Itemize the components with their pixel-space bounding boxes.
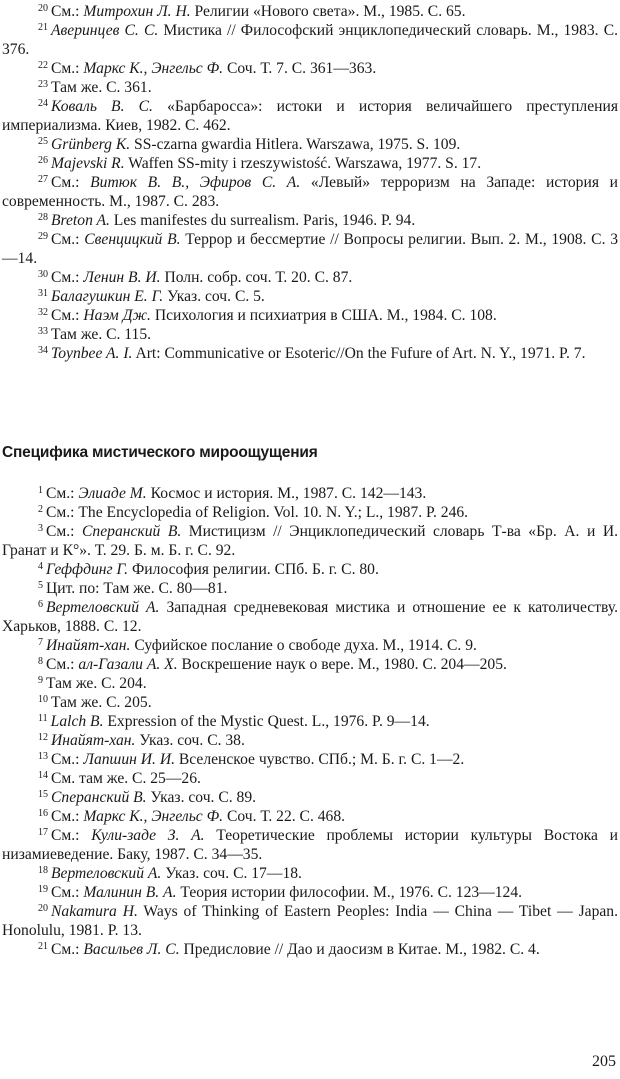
footnote bbox=[2, 21, 618, 59]
footnote-number: 20 bbox=[38, 3, 48, 14]
footnote bbox=[2, 135, 618, 154]
footnote-number: 14 bbox=[38, 770, 48, 781]
section-heading: Специфика мистического мироощущения bbox=[2, 444, 318, 461]
footnote bbox=[2, 78, 618, 97]
footnote bbox=[2, 940, 618, 959]
footnote-number: 16 bbox=[38, 808, 48, 819]
footnote-number: 4 bbox=[38, 561, 43, 572]
footnote-author: Lalch B. bbox=[50, 713, 104, 730]
footnote bbox=[2, 230, 618, 268]
footnote-text: Предисловие // Дао и даосизм в Китае. М., 1982. С. 4. bbox=[179, 941, 540, 958]
footnote-number: 20 bbox=[38, 903, 48, 914]
footnote-number: 27 bbox=[38, 174, 48, 185]
footnote-number: 13 bbox=[38, 751, 48, 762]
footnote-text: «Барбаросса»: истоки и история величайшего преступления империализма. Киев, 1982. С. 462. bbox=[2, 98, 618, 134]
footnote-number: 22 bbox=[38, 60, 48, 71]
footnote bbox=[2, 598, 618, 636]
footnote-number: 23 bbox=[38, 79, 48, 90]
footnote bbox=[2, 268, 618, 287]
footnote-text: Art: Communicative or Esoteric//On the Fufure of Art. N. Y., 1971. P. 7. bbox=[132, 345, 586, 362]
footnote-text: См.: bbox=[51, 60, 84, 77]
footnote-number: 26 bbox=[38, 155, 48, 166]
footnote bbox=[2, 636, 618, 655]
footnote-author: Сперанский В. bbox=[51, 789, 147, 806]
footnote-number: 21 bbox=[38, 22, 48, 33]
footnote-text: Террор и бессмертие // Вопросы религии. Вып. 2. М., 1908. С. 3—14. bbox=[2, 231, 618, 267]
footnote bbox=[2, 2, 618, 21]
footnote bbox=[2, 788, 618, 807]
footnote bbox=[2, 902, 618, 940]
footnote-number: 9 bbox=[38, 675, 43, 686]
footnote bbox=[2, 769, 618, 788]
footnote bbox=[2, 344, 618, 363]
footnote-text: Теория истории философии. М., 1976. С. 123—124. bbox=[176, 884, 523, 901]
footnotes-top-block bbox=[2, 2, 618, 363]
footnote-text: См.: bbox=[46, 656, 79, 673]
footnote-author: Сперанский В. bbox=[82, 523, 182, 540]
footnote-text: Полн. собр. соч. Т. 20. С. 87. bbox=[160, 269, 353, 286]
footnote-text: См.: bbox=[51, 307, 84, 324]
footnote-author: Аверинцев С. С. bbox=[51, 22, 159, 39]
footnote-text: Вселенское чувство. СПб.; М. Б. г. С. 1—2. bbox=[174, 751, 465, 768]
footnote-author: Nakamura H. bbox=[51, 903, 138, 920]
footnote-number: 31 bbox=[38, 288, 48, 299]
footnote-number: 5 bbox=[38, 580, 43, 591]
footnote-text: См.: bbox=[51, 808, 84, 825]
footnote-number: 15 bbox=[38, 789, 48, 800]
footnote-author: Геффдинг Г. bbox=[46, 561, 129, 578]
footnote-text: См.: bbox=[51, 827, 92, 844]
footnote-author: Breton A. bbox=[51, 212, 110, 229]
footnote bbox=[2, 693, 618, 712]
footnote-text: Указ. соч. С. 38. bbox=[135, 732, 245, 749]
footnote bbox=[2, 579, 618, 598]
footnote-number: 17 bbox=[38, 827, 48, 838]
footnote bbox=[2, 655, 618, 674]
footnote-text: Expression of the Mystic Quest. L., 1976. P. 9—14. bbox=[103, 713, 430, 730]
footnote-text: Западная средневековая мистика и отношение ее к католичеству. Харьков, 1888. С. 12. bbox=[2, 599, 618, 635]
footnote-number: 29 bbox=[38, 231, 48, 242]
footnote-text: Там же. С. 205. bbox=[51, 694, 152, 711]
footnote-number: 32 bbox=[38, 307, 48, 318]
footnote-text: См.: bbox=[46, 523, 83, 540]
footnote-number: 11 bbox=[38, 713, 48, 724]
footnote-author: Митрохин Л. Н. bbox=[83, 3, 191, 20]
footnote bbox=[2, 484, 618, 503]
footnote-text: Мистицизм // Энциклопедический словарь Т-ва «Бр. А. и И. Гранат и К°». Т. 29. Б. м. Б. г. С. 92. bbox=[2, 523, 618, 559]
footnote-text: См.: bbox=[51, 231, 85, 248]
footnote-author: Коваль В. С. bbox=[51, 98, 153, 115]
footnote-text: Соч. Т. 7. С. 361—363. bbox=[223, 60, 377, 77]
footnote bbox=[2, 154, 618, 173]
footnote-author: Маркс К., Энгельс Ф. bbox=[83, 808, 224, 825]
footnote bbox=[2, 712, 618, 731]
footnote-text: См.: bbox=[51, 884, 84, 901]
footnote-author: Наэм Дж. bbox=[83, 307, 151, 324]
footnote-text: Les manifestes du surrealism. Paris, 1946. P. 94. bbox=[109, 212, 416, 229]
footnote-text: Указ. соч. С. 5. bbox=[163, 288, 265, 305]
footnote-author: Кули-заде З. А. bbox=[91, 827, 205, 844]
footnote-text: Космос и история. М., 1987. С. 142—143. bbox=[146, 485, 427, 502]
footnote-text: Соч. Т. 22. С. 468. bbox=[223, 808, 346, 825]
page-number: 205 bbox=[592, 1053, 616, 1070]
footnote-text: См.: bbox=[51, 3, 84, 20]
footnote-text: Психология и психиатрия в США. М., 1984. С. 108. bbox=[150, 307, 497, 324]
footnote-text: Там же. С. 204. bbox=[46, 675, 147, 692]
footnote bbox=[2, 864, 618, 883]
footnote-text: См.: bbox=[51, 941, 84, 958]
footnote-text: Религии «Нового света». М., 1985. С. 65. bbox=[190, 3, 466, 20]
footnote-author: Инайят-хан. bbox=[51, 732, 136, 749]
footnote bbox=[2, 883, 618, 902]
footnote-number: 3 bbox=[38, 523, 43, 534]
footnote bbox=[2, 59, 618, 78]
footnote-text: Waffen SS-mity i rzeszywistość. Warszawa, 1977. S. 17. bbox=[124, 155, 482, 172]
footnote-author: Инайят-хан. bbox=[46, 637, 131, 654]
footnote bbox=[2, 287, 618, 306]
footnote-text: Там же. С. 361. bbox=[51, 79, 152, 96]
footnote-number: 30 bbox=[38, 269, 48, 280]
footnote bbox=[2, 522, 618, 560]
footnote-text: См.: bbox=[51, 751, 84, 768]
footnote-author: Majevski R. bbox=[51, 155, 125, 172]
footnote bbox=[2, 807, 618, 826]
footnote bbox=[2, 325, 618, 344]
footnote-author: Элиаде М. bbox=[78, 485, 147, 502]
footnote-number: 6 bbox=[38, 599, 43, 610]
footnote-author: Вертеловский А. bbox=[46, 599, 160, 616]
footnote bbox=[2, 173, 618, 211]
footnote-text: См.: bbox=[51, 269, 84, 286]
footnote bbox=[2, 674, 618, 693]
footnote-author: Маркс К., Энгельс Ф. bbox=[83, 60, 224, 77]
footnote bbox=[2, 826, 618, 864]
footnote-number: 18 bbox=[38, 865, 48, 876]
footnote bbox=[2, 306, 618, 325]
footnote-number: 2 bbox=[38, 504, 43, 515]
footnote-text: Философия религии. СПб. Б. г. С. 80. bbox=[128, 561, 379, 578]
footnote-author: Балагушкин Е. Г. bbox=[51, 288, 164, 305]
footnote-number: 34 bbox=[38, 345, 48, 356]
footnote-text: Теоретические проблемы истории культуры Востока и низамиеведение. Баку, 1987. С. 34—35. bbox=[2, 827, 618, 863]
footnote-text: «Левый» терроризм на Западе: история и современность. М., 1987. С. 283. bbox=[2, 174, 618, 210]
footnote-text: Ways of Thinking of Eastern Peoples: India — China — Tibet — Japan. Honolulu, 1981. P. 13. bbox=[2, 903, 618, 939]
footnote bbox=[2, 731, 618, 750]
footnote-author: Toynbee A. I. bbox=[51, 345, 133, 362]
footnote-number: 8 bbox=[38, 656, 43, 667]
footnote-text: Там же. С. 115. bbox=[51, 326, 152, 343]
footnote bbox=[2, 97, 618, 135]
footnote-number: 1 bbox=[38, 485, 43, 496]
footnote-number: 19 bbox=[38, 884, 48, 895]
footnote-text: Цит. по: Там же. С. 80—81. bbox=[46, 580, 228, 597]
footnote-number: 7 bbox=[38, 637, 43, 648]
footnote bbox=[2, 750, 618, 769]
footnote-text: См.: The Encyclopedia of Religion. Vol. 10. N. Y.; L., 1987. P. 246. bbox=[46, 504, 469, 521]
footnote-author: Лапшин И. И. bbox=[83, 751, 175, 768]
footnote-text: Указ. соч. С. 17—18. bbox=[161, 865, 302, 882]
footnote-author: Малинин В. А. bbox=[83, 884, 177, 901]
footnote bbox=[2, 503, 618, 522]
footnote-author: ал-Газали А. Х. bbox=[78, 656, 178, 673]
footnote-number: 28 bbox=[38, 212, 48, 223]
footnote-number: 10 bbox=[38, 694, 48, 705]
footnotes-section-block bbox=[2, 484, 618, 959]
footnote-author: Васильев Л. С. bbox=[83, 941, 180, 958]
footnote-number: 33 bbox=[38, 326, 48, 337]
footnote-text: SS-czarna gwardia Hitlera. Warszawa, 1975. S. 109. bbox=[130, 136, 461, 153]
footnote-number: 12 bbox=[38, 732, 48, 743]
footnote-text: См. там же. С. 25—26. bbox=[51, 770, 201, 787]
footnote-text: Воскрешение наук о вере. М., 1980. С. 204—205. bbox=[177, 656, 507, 673]
footnote-text: Мистика // Философский энциклопедический словарь. М., 1983. С. 376. bbox=[2, 22, 618, 58]
footnote-number: 21 bbox=[38, 941, 48, 952]
footnote-text: См.: bbox=[51, 174, 91, 191]
footnote-author: Вертеловский А. bbox=[51, 865, 162, 882]
footnote-author: Grünberg K. bbox=[51, 136, 131, 153]
footnote bbox=[2, 560, 618, 579]
footnote-text: См.: bbox=[46, 485, 79, 502]
footnote-number: 25 bbox=[38, 136, 48, 147]
footnote-author: Ленин В. И. bbox=[83, 269, 161, 286]
footnote-number: 24 bbox=[38, 98, 48, 109]
footnote-text: Указ. соч. С. 89. bbox=[146, 789, 257, 806]
footnote bbox=[2, 211, 618, 230]
footnote-author: Свенцицкий В. bbox=[84, 231, 181, 248]
footnote-text: Суфийское послание о свободе духа. М., 1914. С. 9. bbox=[130, 637, 477, 654]
footnote-author: Витюк В. В., Эфиров С. А. bbox=[90, 174, 301, 191]
